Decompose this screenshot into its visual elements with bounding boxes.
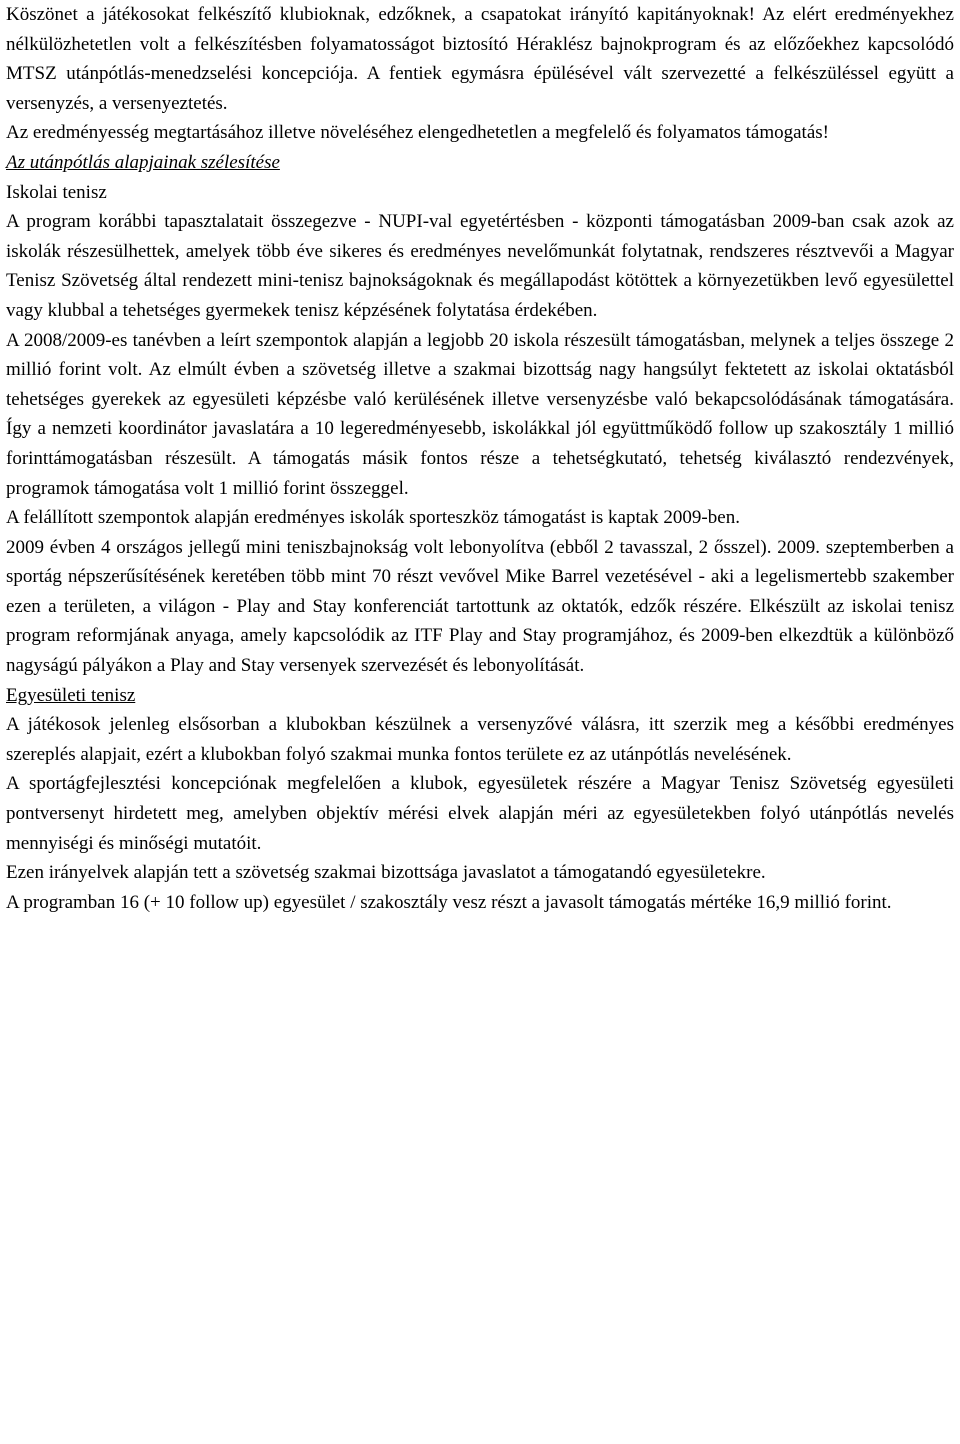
school-paragraph-events: 2009 évben 4 országos jellegű mini teniszbajnokság volt lebonyolítva (ebből 2 tavasszal, 2 ősszel). 2009. szeptemberben a sportág népszerűsítésének keretében több mint 70 részt vevővel Mike Barrel vezetésével - aki a legelismertebb szakember ezen a területen, a világon - Play and Stay konferenciát tartottunk az oktatók, edzők részére. Elkészült az iskolai tenisz program reformjának anyaga, amely kapcsolódik az ITF Play and Stay programjához, és 2009-ben elkezdtük a különböző nagyságú pályákon a Play and Stay versenyek szervezését és lebonyolítását. bbox=[6, 536, 954, 677]
club-paragraph-guidelines: Ezen irányelvek alapján tett a szövetség szakmai bizottsága javaslatot a támogatandó egyesületekre. bbox=[6, 862, 766, 884]
club-paragraph-players: A játékosok jelenleg elsősorban a klubokban készülnek a versenyzővé válásra, itt szerzik meg a későbbi eredményes szereplés alapjait, ezért a klubokban folyó szakmai munka fontos területe ez az utánpótlás nevelésének. bbox=[6, 714, 954, 765]
intro-paragraph-thanks: Köszönet a játékosokat felkészítő klubioknak, edzőknek, a csapatokat irányító kapitányoknak! Az elért eredményekhez nélkülözhetetlen volt a felkészítésben folyamatosságot biztosító Héraklész bajnokprogram és az előzőekhez kapcsolódó MTSZ utánpótlás-menedzselési koncepciója. A fentiek egymásra épülésével vált szervezetté a felkészüléssel együtt a versenyzés, a versenyeztetés. bbox=[6, 4, 954, 114]
club-paragraph-competition: A sportágfejlesztési koncepciónak megfelelően a klubok, egyesületek részére a Magyar Tenisz Szövetség egyesületi pontversenyt hirdetett meg, amelyben objektív mérési elvek alapján méri az egyesületekben folyó utánpótlás nevelés mennyiségi és minőségi mutatóit. bbox=[6, 773, 954, 854]
section-title: Az utánpótlás alapjainak szélesítése bbox=[6, 151, 280, 173]
school-paragraph-funding: A 2008/2009-es tanévben a leírt szempontok alapján a legjobb 20 iskola részesült támogatásban, melynek a teljes összege 2 millió forint volt. Az elmúlt évben a szövetség illetve a szakmai bizottság nagy hangsúlyt fektetett az iskolai oktatásból tehetséges gyerekek az egyesületi képzésbe való kerülésének illetve versenyzésbe való bekapcsolódásának támogatására. Így a nemzeti koordinátor javaslatára a 10 legeredményesebb, iskolákkal jól együttműködő follow up szakosztály 1 millió forinttámogatásban részesült. A támogatás másik fontos része a tehetségkutató, tehetség kiválasztó rendezvények, programok támogatása volt 1 millió forint összeggel. bbox=[6, 329, 954, 499]
club-tennis-heading: Egyesületi tenisz bbox=[6, 684, 136, 706]
school-paragraph-equipment: A felállított szempontok alapján eredményes iskolák sporteszköz támogatást is kaptak 2009-ben. bbox=[6, 507, 740, 529]
school-tennis-heading: Iskolai tenisz bbox=[6, 181, 107, 203]
club-paragraph-program-size: A programban 16 (+ 10 follow up) egyesület / szakosztály vesz részt a javasolt támogatás mértéke 16,9 millió forint. bbox=[6, 891, 892, 913]
intro-paragraph-support: Az eredményesség megtartásához illetve növeléséhez elengedhetetlen a megfelelő és folyamatos támogatás! bbox=[6, 122, 829, 144]
school-paragraph-program: A program korábbi tapasztalatait összegezve - NUPI-val egyetértésben - központi támogatásban 2009-ban csak azok az iskolák részesülhettek, amelyek több éve sikeres és eredményes nevelőmunkát folytatnak, rendszeres résztvevői a Magyar Tenisz Szövetség által rendezett mini-tenisz bajnokságoknak és megállapodást kötöttek a környezetükben levő egyesülettel vagy klubbal a tehetséges gyermekek tenisz képzésének folytatása érdekében. bbox=[6, 211, 954, 321]
